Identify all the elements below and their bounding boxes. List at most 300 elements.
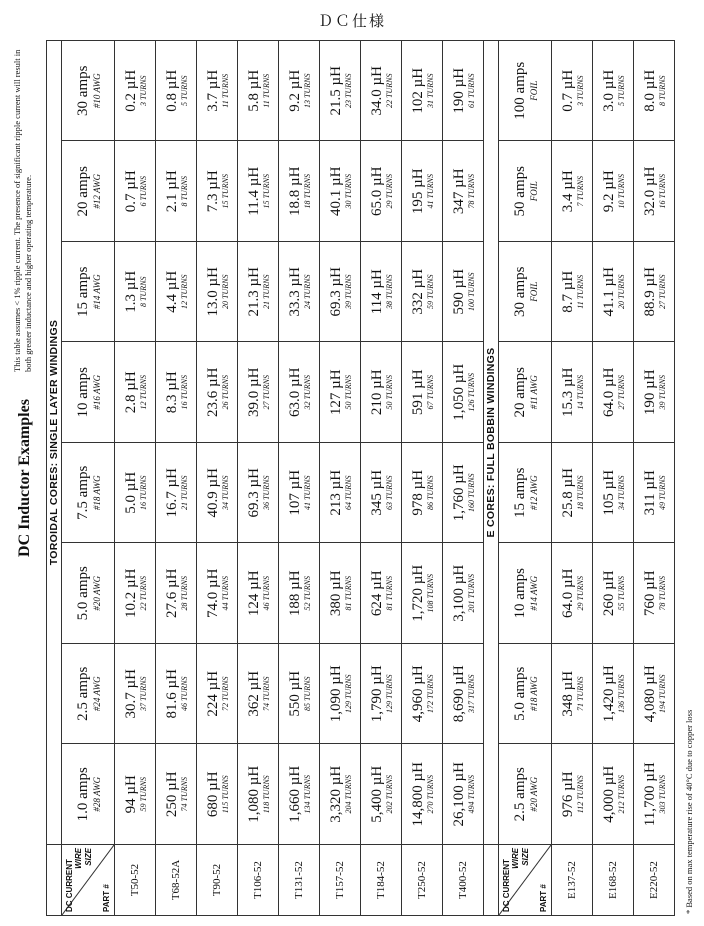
inductance-value: 3.0 µH [600, 69, 617, 112]
column-header [499, 342, 552, 443]
corner-size: SIZE [84, 848, 93, 866]
inductance-value: 362 µH [245, 670, 262, 717]
column-header [62, 141, 115, 242]
inductance-value: 4,960 µH [409, 665, 426, 723]
inductance-value: 64.0 µH [559, 568, 576, 618]
corner-wire: WIRE [74, 848, 83, 869]
inductance-value: 978 µH [409, 469, 426, 516]
turn-count: 39 TURNS [343, 274, 353, 309]
turn-count: 15 TURNS [220, 174, 230, 209]
column-header [499, 744, 552, 845]
table-row [115, 41, 156, 916]
turn-count: 38 TURNS [384, 274, 394, 309]
document-body [10, 40, 700, 916]
inductance-value: 127 µH [327, 369, 344, 416]
turn-count: 21 TURNS [261, 274, 271, 309]
turn-count: 201 TURNS [466, 574, 476, 613]
inductance-cell [156, 543, 197, 644]
table-row [156, 41, 197, 916]
inductance-value: 1,660 µH [286, 765, 303, 823]
inductance-cell [634, 543, 675, 644]
inductance-cell [361, 644, 402, 745]
inductance-value: 380 µH [327, 570, 344, 617]
wire-size: #20 AWG [528, 776, 539, 812]
turn-count: 37 TURNS [138, 676, 148, 711]
inductance-cell [593, 242, 634, 343]
part-number: E137-52 [552, 845, 593, 916]
inductance-cell [238, 141, 279, 242]
rotated-document [10, 40, 700, 916]
inductance-cell [115, 242, 156, 343]
turn-count: 32 TURNS [302, 375, 312, 410]
inductance-value: 26,100 µH [450, 762, 467, 827]
inductance-value: 33.3 µH [286, 267, 303, 317]
turn-count: 317 TURNS [466, 674, 476, 713]
inductance-value: 64.0 µH [600, 367, 617, 417]
wire-size: #24 AWG [91, 676, 102, 712]
inductance-value: 5.8 µH [245, 69, 262, 112]
inductance-value: 107 µH [286, 469, 303, 516]
turn-count: 18 TURNS [302, 174, 312, 209]
inductance-value: 1,790 µH [368, 665, 385, 723]
page-label: ＤＣ仕様 [317, 12, 386, 30]
current-rating: 50 amps [511, 166, 528, 217]
inductance-cell [402, 41, 443, 142]
turn-count: 16 TURNS [657, 174, 667, 209]
column-header [499, 141, 552, 242]
inductance-cell [156, 644, 197, 745]
inductance-value: 1,420 µH [600, 665, 617, 723]
corner-wire: WIRE [511, 848, 520, 869]
column-header [499, 543, 552, 644]
inductance-cell [402, 744, 443, 845]
inductance-value: 74.0 µH [204, 568, 221, 618]
turn-count: 172 TURNS [425, 674, 435, 713]
turn-count: 8 TURNS [138, 276, 148, 307]
current-rating: 30 amps [74, 65, 91, 116]
inductance-value: 102 µH [409, 67, 426, 114]
inductance-value: 332 µH [409, 268, 426, 315]
inductance-value: 190 µH [641, 369, 658, 416]
inductance-cell [156, 41, 197, 142]
table-row [593, 41, 634, 916]
inductance-cell [402, 443, 443, 544]
inductance-value: 348 µH [559, 670, 576, 717]
inductance-cell [361, 342, 402, 443]
turn-count: 22 TURNS [384, 73, 394, 108]
inductance-value: 550 µH [286, 670, 303, 717]
inductance-cell [238, 41, 279, 142]
inductance-cell [279, 41, 320, 142]
inductance-value: 1,050 µH [450, 363, 467, 421]
inductance-value: 260 µH [600, 570, 617, 617]
wire-size: #12 AWG [528, 475, 539, 511]
inductance-value: 7.3 µH [204, 170, 221, 213]
inductance-value: 18.8 µH [286, 166, 303, 216]
column-header [62, 744, 115, 845]
inductance-cell [552, 242, 593, 343]
inductance-value: 16.7 µH [163, 468, 180, 518]
wire-size: #14 AWG [528, 575, 539, 611]
turn-count: 16 TURNS [179, 375, 189, 410]
turn-count: 59 TURNS [138, 777, 148, 812]
inductance-value: 32.0 µH [641, 166, 658, 216]
inductance-cell [593, 41, 634, 142]
table-row [197, 41, 238, 916]
turn-count: 136 TURNS [616, 674, 626, 713]
inductance-cell [115, 644, 156, 745]
inductance-cell [156, 141, 197, 242]
inductance-value: 224 µH [204, 670, 221, 717]
inductance-value: 0.7 µH [559, 69, 576, 112]
wire-size: FOIL [528, 181, 539, 202]
inductance-cell [320, 644, 361, 745]
inductance-value: 23.6 µH [204, 367, 221, 417]
corner-header-cell [499, 845, 552, 916]
inductance-value: 34.0 µH [368, 66, 385, 116]
inductance-value: 591 µH [409, 369, 426, 416]
turn-count: 86 TURNS [425, 475, 435, 510]
turn-count: 20 TURNS [220, 274, 230, 309]
inductance-cell [593, 141, 634, 242]
current-rating: 2.5 amps [74, 666, 91, 721]
turn-count: 494 TURNS [466, 775, 476, 814]
inductance-cell [593, 644, 634, 745]
inductance-cell [115, 744, 156, 845]
turn-count: 134 TURNS [302, 775, 312, 814]
part-number: E168-52 [593, 845, 634, 916]
inductance-value: 65.0 µH [368, 166, 385, 216]
turn-count: 28 TURNS [179, 576, 189, 611]
turn-count: 115 TURNS [220, 775, 230, 814]
corner-size: SIZE [521, 848, 530, 866]
inductance-cell [115, 443, 156, 544]
turn-count: 212 TURNS [616, 775, 626, 814]
turn-count: 27 TURNS [657, 274, 667, 309]
inductance-cell [115, 342, 156, 443]
inductance-cell [361, 543, 402, 644]
turn-count: 31 TURNS [425, 73, 435, 108]
table-row [238, 41, 279, 916]
wire-size: #10 AWG [91, 73, 102, 109]
part-number: T68-52A [156, 845, 197, 916]
current-rating: 5.0 amps [511, 666, 528, 721]
column-header [62, 443, 115, 544]
inductance-value: 69.3 µH [245, 468, 262, 518]
inductance-value: 5,400 µH [368, 765, 385, 823]
inductance-value: 1,080 µH [245, 765, 262, 823]
inductance-cell [552, 41, 593, 142]
inductance-cell [443, 41, 484, 142]
inductance-cell [443, 141, 484, 242]
inductance-cell [238, 744, 279, 845]
inductance-value: 0.7 µH [122, 170, 139, 213]
inductance-cell [634, 242, 675, 343]
table-row [552, 41, 593, 916]
section-blank-cell [47, 845, 62, 916]
turn-count: 81 TURNS [343, 576, 353, 611]
turn-count: 63 TURNS [384, 475, 394, 510]
inductance-cell [238, 644, 279, 745]
turn-count: 6 TURNS [138, 176, 148, 207]
inductance-value: 2.8 µH [122, 371, 139, 414]
current-rating: 30 amps [511, 266, 528, 317]
wire-size: #18 AWG [91, 475, 102, 511]
inductance-cell [634, 744, 675, 845]
inductance-cell [279, 543, 320, 644]
wire-size: #14 AWG [91, 274, 102, 310]
inductance-value: 25.8 µH [559, 468, 576, 518]
ripple-note: This table assumes < 1% ripple current. The presence of significant ripple current will result in both greater inductance and higher operating temperature. [12, 49, 33, 372]
column-header [62, 242, 115, 343]
inductance-value: 1,720 µH [409, 564, 426, 622]
inductance-cell [238, 443, 279, 544]
dc-current-corner [499, 845, 551, 915]
turn-count: 5 TURNS [616, 75, 626, 106]
inductance-value: 8,690 µH [450, 665, 467, 723]
inductance-cell [593, 443, 634, 544]
turn-count: 204 TURNS [343, 775, 353, 814]
inductance-cell [115, 543, 156, 644]
current-rating: 10 amps [511, 568, 528, 619]
inductance-cell [634, 41, 675, 142]
inductance-cell [320, 543, 361, 644]
inductance-value: 15.3 µH [559, 367, 576, 417]
table-row [361, 41, 402, 916]
inductance-value: 0.2 µH [122, 69, 139, 112]
inductance-value: 188 µH [286, 570, 303, 617]
inductance-value: 105 µH [600, 469, 617, 516]
turn-count: 3 TURNS [575, 75, 585, 106]
inductance-value: 11.4 µH [245, 166, 262, 216]
inductance-cell [156, 744, 197, 845]
inductance-value: 311 µH [641, 470, 658, 516]
inductance-value: 4,080 µH [641, 665, 658, 723]
inductance-cell [279, 141, 320, 242]
inductance-cell [279, 443, 320, 544]
inductance-value: 14,800 µH [409, 762, 426, 827]
part-number: T184-52 [361, 845, 402, 916]
turn-count: 78 TURNS [657, 576, 667, 611]
column-header [499, 644, 552, 745]
inductance-cell [361, 41, 402, 142]
inductance-value: 195 µH [409, 168, 426, 215]
part-number: T400-52 [443, 845, 484, 916]
turn-count: 30 TURNS [343, 174, 353, 209]
turn-count: 11 TURNS [575, 274, 585, 309]
inductance-cell [156, 342, 197, 443]
inductance-value: 590 µH [450, 268, 467, 315]
turn-count: 29 TURNS [384, 174, 394, 209]
inductance-cell [320, 443, 361, 544]
turn-count: 50 TURNS [384, 375, 394, 410]
inductance-cell [197, 644, 238, 745]
turn-count: 26 TURNS [220, 375, 230, 410]
inductance-value: 124 µH [245, 570, 262, 617]
document-header [10, 40, 50, 916]
turn-count: 36 TURNS [261, 475, 271, 510]
turn-count: 20 TURNS [616, 274, 626, 309]
inductance-cell [402, 342, 443, 443]
wire-size: #16 AWG [91, 374, 102, 410]
current-rating: 15 amps [74, 266, 91, 317]
inductance-cell [279, 342, 320, 443]
turn-count: 12 TURNS [138, 375, 148, 410]
inductance-cell [320, 41, 361, 142]
corner-part: PART # [102, 884, 111, 912]
inductance-value: 1.3 µH [122, 270, 139, 313]
inductance-value: 21.5 µH [327, 66, 344, 116]
turn-count: 50 TURNS [343, 375, 353, 410]
turn-count: 14 TURNS [575, 375, 585, 410]
turn-count: 194 TURNS [657, 674, 667, 713]
inductance-cell [156, 242, 197, 343]
wire-size: #12 AWG [91, 173, 102, 209]
corner-dc-current: DC CURRENT [65, 859, 74, 912]
inductance-cell [402, 242, 443, 343]
wire-size: FOIL [528, 281, 539, 302]
turn-count: 85 TURNS [302, 676, 312, 711]
turn-count: 24 TURNS [302, 274, 312, 309]
part-number: T90-52 [197, 845, 238, 916]
inductance-value: 40.1 µH [327, 166, 344, 216]
table-row [402, 41, 443, 916]
inductance-value: 2.1 µH [163, 170, 180, 213]
inductance-cell [552, 543, 593, 644]
table-row [443, 41, 484, 916]
inductance-cell [634, 443, 675, 544]
turn-count: 49 TURNS [657, 475, 667, 510]
turn-count: 44 TURNS [220, 576, 230, 611]
inductance-value: 0.8 µH [163, 69, 180, 112]
turn-count: 8 TURNS [657, 75, 667, 106]
inductance-cell [443, 744, 484, 845]
inductance-value: 190 µH [450, 67, 467, 114]
turn-count: 55 TURNS [616, 576, 626, 611]
inductance-value: 9.2 µH [600, 170, 617, 213]
turn-count: 118 TURNS [261, 775, 271, 814]
toroidal-section-label: TOROIDAL CORES: SINGLE LAYER WINDINGS [47, 41, 62, 845]
table-row [320, 41, 361, 916]
inductance-value: 1,760 µH [450, 464, 467, 522]
inductance-cell [402, 644, 443, 745]
column-header [62, 543, 115, 644]
inductance-cell [197, 543, 238, 644]
inductance-value: 39.0 µH [245, 367, 262, 417]
turn-count: 12 TURNS [179, 274, 189, 309]
corner-part: PART # [539, 884, 548, 912]
current-rating: 20 amps [74, 166, 91, 217]
turn-count: 34 TURNS [220, 475, 230, 510]
inductance-value: 114 µH [368, 269, 385, 315]
turn-count: 7 TURNS [575, 176, 585, 207]
inductance-value: 3.4 µH [559, 170, 576, 213]
inductance-cell [402, 141, 443, 242]
toroidal-section-row [47, 41, 62, 916]
inductance-value: 30.7 µH [122, 669, 139, 719]
turn-count: 126 TURNS [466, 373, 476, 412]
inductance-cell [361, 242, 402, 343]
corner-header-cell [62, 845, 115, 916]
turn-count: 46 TURNS [179, 676, 189, 711]
part-number: T157-52 [320, 845, 361, 916]
inductance-cell [238, 242, 279, 343]
inductance-cell [197, 41, 238, 142]
section-blank-cell [484, 845, 499, 916]
inductance-value: 4,000 µH [600, 765, 617, 823]
inductance-value: 347 µH [450, 168, 467, 215]
inductance-cell [197, 141, 238, 242]
inductance-cell [238, 342, 279, 443]
inductance-value: 94 µH [122, 775, 139, 814]
turn-count: 61 TURNS [466, 73, 476, 108]
inductance-value: 5.0 µH [122, 471, 139, 514]
inductance-value: 21.3 µH [245, 267, 262, 317]
turn-count: 41 TURNS [425, 174, 435, 209]
table-row [279, 41, 320, 916]
turn-count: 112 TURNS [575, 775, 585, 814]
turn-count: 74 TURNS [179, 777, 189, 812]
inductance-value: 8.7 µH [559, 270, 576, 313]
turn-count: 81 TURNS [384, 576, 394, 611]
dc-current-corner [62, 845, 114, 915]
inductance-cell [197, 744, 238, 845]
inductance-value: 3,320 µH [327, 765, 344, 823]
column-header [62, 644, 115, 745]
document-title: DC Inductor Examples [16, 399, 33, 557]
inductance-cell [279, 242, 320, 343]
current-rating: 100 amps [511, 61, 528, 120]
wire-size: #20 AWG [91, 575, 102, 611]
inductance-cell [443, 443, 484, 544]
inductance-cell [593, 744, 634, 845]
part-number: T131-52 [279, 845, 320, 916]
inductance-value: 3.7 µH [204, 69, 221, 112]
turn-count: 16 TURNS [138, 475, 148, 510]
turn-count: 108 TURNS [425, 574, 435, 613]
inductance-value: 3,100 µH [450, 564, 467, 622]
inductance-value: 250 µH [163, 771, 180, 818]
inductance-value: 345 µH [368, 469, 385, 516]
inductance-cell [279, 644, 320, 745]
part-number: T106-52 [238, 845, 279, 916]
inductance-cell [320, 744, 361, 845]
inductance-value: 1,090 µH [327, 665, 344, 723]
inductance-cell [593, 543, 634, 644]
inductance-cell [552, 644, 593, 745]
turn-count: 303 TURNS [657, 775, 667, 814]
inductance-cell [115, 141, 156, 242]
inductance-value: 210 µH [368, 369, 385, 416]
turn-count: 5 TURNS [179, 75, 189, 106]
inductance-cell [402, 543, 443, 644]
inductance-value: 10.2 µH [122, 568, 139, 618]
wire-size: #11 AWG [528, 375, 539, 410]
turn-count: 270 TURNS [425, 775, 435, 814]
turn-count: 3 TURNS [138, 75, 148, 106]
footnote: * Based on max temperature rise of 40°C due to copper loss [684, 709, 694, 914]
inductance-value: 11,700 µH [641, 762, 658, 827]
current-rating: 5.0 amps [74, 566, 91, 621]
inductance-cell [634, 342, 675, 443]
ecores-header-row [499, 41, 552, 916]
inductance-cell [634, 644, 675, 745]
turn-count: 27 TURNS [616, 375, 626, 410]
inductance-cell [361, 443, 402, 544]
inductance-value: 40.9 µH [204, 468, 221, 518]
inductance-cell [552, 342, 593, 443]
turn-count: 59 TURNS [425, 274, 435, 309]
